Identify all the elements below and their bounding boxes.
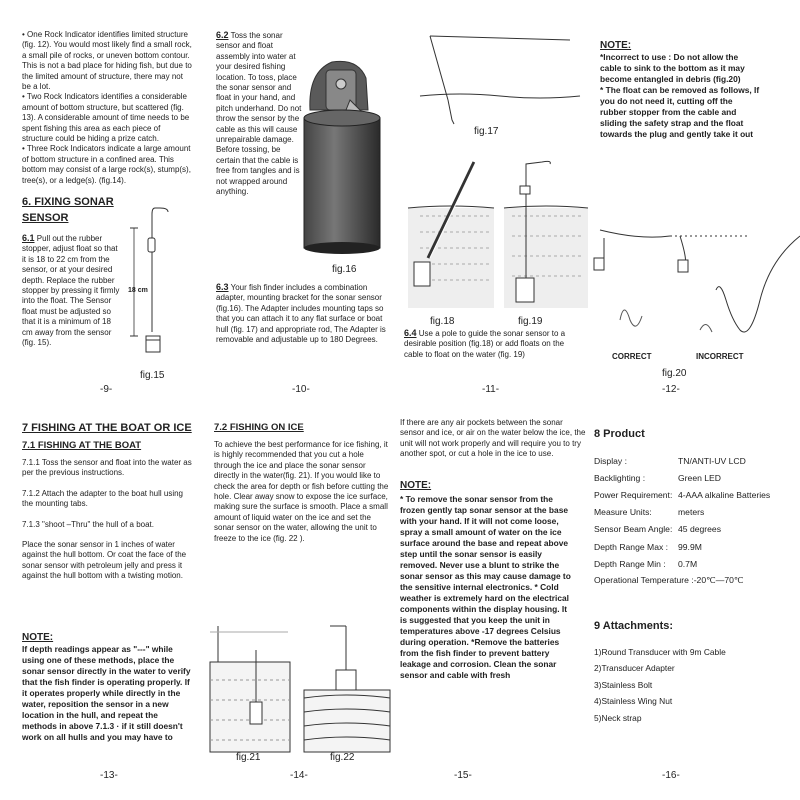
spec-value: meters <box>678 507 705 518</box>
section-6-2-number: 6.2 <box>216 30 229 40</box>
incorrect-label: INCORRECT <box>696 352 744 361</box>
list-item: 1)Round Transducer with 9m Cable <box>594 647 726 657</box>
spec-value: 0.7M <box>678 558 698 569</box>
fig18-caption: fig.18 <box>430 316 455 327</box>
page-15 <box>400 400 600 800</box>
spec-value: 99.9M <box>678 541 702 552</box>
spec-row <box>594 486 770 503</box>
list-item: 3)Stainless Bolt <box>594 679 653 690</box>
para-7-1-2: 7.1.2 Attach the adapter to the boat hull using the mounting tabs. <box>22 488 184 509</box>
spec-value: TN/ANTI-UV LCD <box>678 455 746 466</box>
section-7-1-body <box>22 458 192 582</box>
spec-label: Depth Range Max : <box>594 541 669 552</box>
fig17-caption: fig.17 <box>474 126 499 137</box>
spec-label: Depth Range Min : <box>594 558 666 569</box>
page-14 <box>200 400 400 800</box>
section-6-4-text: Use a pole to guide the sonar sensor to a desirable position (fig.18) or add floats on the cable to float on the water (fig. 19) <box>404 329 566 359</box>
air-pocket-text: If there are any air pockets between the sonar sensor and ice, or air on the water below the ice, the unit will not work properly and will require you to try another spot, or cut a hole in the ice to use. <box>400 418 586 459</box>
attachments-list <box>594 644 726 726</box>
spec-row <box>594 555 770 572</box>
fig15-caption: fig.15 <box>140 370 165 381</box>
page-16 <box>594 400 800 800</box>
product-title: 8 Product <box>594 428 645 440</box>
section-6-3-text: Your fish finder includes a combination adapter, mounting bracket for the sonar sensor (fig.16). The Adapter includes mounting taps so that you can attach it to any flat surface or boat hull (fig. 17) and appropriate rod, The Adapter is removable and adjustable up to 180 Degrees. <box>216 283 386 345</box>
fig21-22-illustration <box>200 400 400 800</box>
para-7-1-3-detail: Place the sonar sensor in 1 inches of water against the hull bottom. Or coat the face of the sonar sensor with petroleum jelly and press it against the hull bottom with a twisting motion. <box>22 540 187 581</box>
spec-row <box>594 538 770 555</box>
spec-row <box>594 504 770 521</box>
fig20-caption: fig.20 <box>662 368 687 379</box>
section-6-1-text: Pull out the rubber stopper, adjust float so that it is 18 to 22 cm from the sensor, or at your desired depth. Replace the rubber stopper by pressing it firmly into the float. The Sensor float must be adjusted so that it is a minimum of 18 cm away from the sensor (fig. 15). <box>22 234 120 348</box>
fig16-caption: fig.16 <box>332 264 357 275</box>
fig19-caption: fig.19 <box>518 316 543 327</box>
fig15-illustration <box>0 0 200 400</box>
section-7-1-heading: 7.1 FISHING AT THE BOAT <box>22 440 142 451</box>
note-title: NOTE: <box>22 632 54 643</box>
spec-value: 45 degrees <box>678 524 722 535</box>
section-7-2-heading: 7.2 FISHING ON ICE <box>214 422 304 433</box>
note-title: NOTE: <box>600 40 632 51</box>
section-7-heading: 7 FISHING AT THE BOAT OR ICE <box>22 422 192 434</box>
page-number: -10- <box>292 384 310 395</box>
section-6-3-number: 6.3 <box>216 282 229 292</box>
page-number: -12- <box>662 384 680 395</box>
section-6-4 <box>404 328 584 360</box>
note-text: If depth readings appear as "---" while using one of these methods, place the sonar sensor directly in the water to verify that the fish finder is operating properly. If it operates properly while directly in the water, reposition the sensor in a new location in the hull, and repeat the methods in above 7.1.3 · if it still doesn't work on all hulls and you may have to <box>22 644 191 742</box>
spec-temperature <box>594 572 770 589</box>
para-7-1-3: 7.1.3 "shoot –Thru" the hull of a boat. <box>22 519 154 529</box>
rock-indicator-one: • One Rock Indicator identifies limited structure (fig. 12). You would most likely find a small rock, a small pile of rocks, or uneven bottom contour. This is not a bad place for hiding fish, but due to the limited amount of structure, there may not be a lot. <box>22 30 192 92</box>
spec-value: 4-AAA alkaline Batteries <box>678 489 771 500</box>
page-number: -11- <box>482 384 500 395</box>
page-number: -9- <box>100 384 113 395</box>
section-6-3 <box>216 282 391 345</box>
spec-value: -20℃—70℃ <box>693 575 744 586</box>
note-line-1: *Incorrect to use : Do not allow the cable to sink to the bottom as it may become entangled in debris (fig.20) <box>600 52 745 84</box>
spec-row <box>594 452 770 469</box>
fig21-caption: fig.21 <box>236 752 261 763</box>
section-7-2-text: To achieve the best performance for ice fishing, it is highly recommended that you cut a hole through the ice and place the sonar sensor directly in the water(fig. 21). If you would like to check the area for depth or fish before cutting the hole. Clear away snow to expose the ice surface, making sure the surface is smooth. Place a small amount of liquid water on the ice and set the sonar sensor on the water, allowing the unit to freeze to the ice (fig. 22 ). <box>214 440 389 543</box>
rock-indicator-two: • Two Rock Indicators identifies a considerable amount of bottom structure, but scattered (fig. 13). A considerable amount of time needs to be spent fishing this area as each piece of structure could be hiding a prize catch. <box>22 92 190 144</box>
spec-label: Sensor Beam Angle: <box>594 524 673 535</box>
page-12 <box>600 0 800 400</box>
para-7-1-1: 7.1.1 Toss the sensor and float into the water as per the previous instructions. <box>22 458 192 478</box>
section-6-heading: 6. FIXING SONAR <box>22 196 114 208</box>
section-6-1-number: 6.1 <box>22 233 35 243</box>
spec-label: Backlighting : <box>594 472 646 483</box>
spec-row <box>594 572 770 589</box>
page-number: -15- <box>454 770 472 781</box>
page-number: -16- <box>662 770 680 781</box>
page-13 <box>0 400 200 800</box>
correct-label: CORRECT <box>612 352 652 361</box>
note-text: * To remove the sonar sensor from the frozen gently tap sonar sensor at the base with your hand. If it will not come loose, spray a small amount of water on the ice surface around the base and repeat above step until the sonar sensor is easily removed. Never use a blunt to strike the sonar sensor as this may cause damage to the sensitive internal electronics. * Cold weather is extremely hard on the electrical components within the display housing. It is suggested that you keep the unit in temperatures above -17 degrees Celsius during operation. *Remove the batteries from the fish finder to prevent battery leakage and corrosion. Clean the sonar sensor and cable with fresh <box>400 494 571 680</box>
spec-label: Display : <box>594 455 627 466</box>
list-item: 2)Transducer Adapter <box>594 663 675 674</box>
spec-label: Power Requirement: <box>594 489 673 500</box>
page-11 <box>400 0 600 400</box>
note-line-2: * The float can be removed as follows, If you do not need it, cutting off the rubber stopper from the cable and sliding the safety strap and the float towards the plug and gently take it out <box>600 85 760 139</box>
rock-indicator-three: • Three Rock Indicators indicate a large amount of bottom structure in a confined area. This bottom may consist of a large rock(s), stump(s), tree(s), or a ledge(s). (fig.14). <box>22 144 191 185</box>
spec-value: Green LED <box>678 472 721 483</box>
section-6-heading-2: SENSOR <box>22 212 69 224</box>
list-item: 4)Stainless Wing Nut <box>594 696 673 707</box>
spec-label: Measure Units: <box>594 507 652 518</box>
spec-row <box>594 469 770 486</box>
section-6-4-number: 6.4 <box>404 328 417 338</box>
list-item: 5)Neck strap <box>594 712 642 723</box>
page-number: -13- <box>100 770 118 781</box>
spec-table <box>594 452 770 590</box>
spec-row <box>594 521 770 538</box>
note-title: NOTE: <box>400 480 432 491</box>
page-10 <box>200 0 400 400</box>
page-number: -14- <box>290 770 308 781</box>
attachments-title: 9 Attachments: <box>594 620 674 632</box>
fig22-caption: fig.22 <box>330 752 355 763</box>
fig15-dimension-label: 18 cm <box>128 287 148 294</box>
spec-label: Operational Temperature : <box>594 575 694 586</box>
page-9 <box>0 0 200 400</box>
fig20-illustration <box>600 0 800 400</box>
section-6-2-text: Toss the sonar sensor and float assembly into water at your desired fishing location. To toss, place the sonar sensor and float in your hand, and pitch underhand. Do not throw the sensor by the cable as this will cause unrepairable damage. Before tossing, be certain that the cable is free from tangles and is not wrapped around anything. <box>216 31 302 197</box>
